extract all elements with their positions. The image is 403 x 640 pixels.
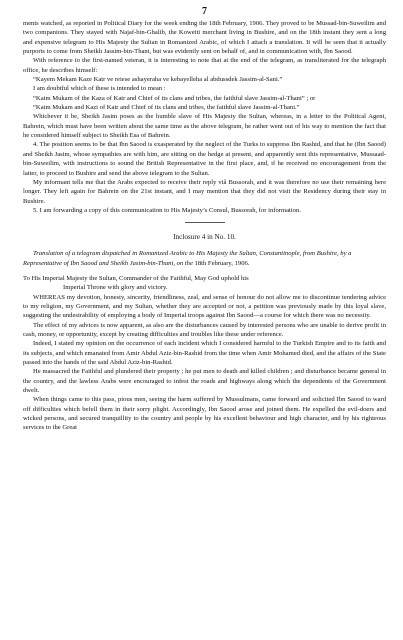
paragraph: Whichever it be, Sheikh Jasim poses as the humble slave of His Majesty the Sultan, whereas, in a letter to the Political Agent, Bahrein, which must have been written about the same time as the above telegram, he rather went out of his way to mention the fact that he considered himself subject to Sheikh Esa of Bahrein. [23,113,386,140]
paragraph: My informant tells me that the Arabs expected to receive their reply viâ Bussorah, and it was therefore no use their remaining here longer. They left again for Bahrein on the 21st instant, and I may mention that they did not visit the Residency during their stay in Bushire. [23,178,386,205]
paragraph: WHEREAS my devotion, honesty, sincerity, friendliness, zeal, and sense of honour do not allow me to discontinue tendering advice to my religion, my Government, and my Sultan, whether they are accepted or not, a petition was previously made by this loyal slave, suggesting the undesirability of employing a body of Imperial troops against Ibn Saood—a course for which there was no necessity. [23,293,386,320]
divider [185,222,225,223]
paragraph: 4. The position seems to be that Ibn Saood is exasperated by the neglect of the Turks to suppress Ibn Rashid, and that he (Ibn Saood) and Sheikh Jasim, whose sympathies are with him, are sitting on the hedge at present, and apparently sent this representative, Mussaad-bin-Suweilim, with instructions to sound the British Representative in the first place, and, if he received no encouragement from the latter, to proceed to Bushire and send the above telegram to the Sultan. [23,141,386,177]
paragraph: With reference to the first-named veteran, it is interesting to note that at the end of the telegram, as transliterated for the telegraph office, he describes himself: [23,57,386,74]
caption-year: , 1906. [231,259,250,267]
paragraph: 5. I am forwarding a copy of this communication to His Majesty’s Consul, Bussorah, for information. [33,206,301,214]
quote: “Kaim Mukam and Kazi of Katr and Chief of its clans and tribes, the faithful slave Jassim-al-Thani.” [33,104,300,112]
address-line: To His Imperial Majesty the Sultan, Commander of the Faithful, May God uphold his [23,274,249,282]
paragraph: ments watched, as reported in Political Diary for the week ending the 18th February, 1906. They proved to be Mussad-bin-Suweilim and two companions. They stayed with Najaf-bin-Ghalib, the Koweiti merchant living in Bushire, and on the 18th instant they sent a long and expensive telegram to His Majesty the Sultan in Romanized Arabic, of which I attach a translation. It will be seen that it actually purports to come from Sheikh Jassim-bin-Thani, but was evidently sent on behalf of, and in communication with, Ibn Saood. [23,20,386,56]
caption-date: 18th February [194,259,232,267]
caption-text: Translation of a telegram dispatched in Romanized Arabic to His Majesty the Sultan, Constantinople, from Bushire, by a Representative of Ibn Saood and Sheikh Jasim-bin-Thani, on the [23,250,352,267]
quote: “Kayem Mekam Kaze Katr ve reiese ashayeraha ve kebayelleha al abdussdek Jassim-al-Sani.” [33,76,283,84]
inclosure-heading: Inclosure 4 in No. 10. [173,233,236,242]
telegram-caption [23,249,386,268]
paragraph: The effect of my advices is now apparent, as also are the disturbances caused by interested persons who are unable to derive profit in cash, money, or opportunity, except by creating difficulties and troubles like these under reference. [23,321,386,338]
paragraph: When things came to this pass, pious men, seeing the harm suffered by Mussulmans, came forward and solicited Ibn Saood to ward off difficulties which befell them in their sorry plight. Accordingly, Ibn Saood arose and joined them. He expelled the evil-doers and wicked persons, and secured tranquillity to the country and people by his excellent behaviour and high character, and by his righteous services to the Great [23,396,386,432]
quote: “Kaim Mukam of the Kaza of Katr and Chief of its clans and tribes, the faithful slave Jassim-al-Thani” ; or [33,94,316,102]
paragraph: Indeed, I stated my opinion on the occurrence of each incident which I considered harmful to the Turkish Empire and to its faith and its subjects, and which emanated from Amir Abdul Aziz-bin-Rashid from the time when Amir Mohamed died, and the affairs of the State passed into the hands of the said Abdul Aziz-bin-Rashid. [23,340,386,366]
address-line: Imperial Throne with glory and victory. [63,284,168,292]
paragraph: I am doubtful which of these is intended to mean : [33,85,166,93]
paragraph: He massacred the Faithful and plundered their property ; he put men to death and killed children ; and disturbance became general in the country, and the lawless Arabs were encouraged to infest the roads and highways along which the dependents of the Government dwelt. [23,368,386,395]
page-number: 7 [202,6,207,17]
